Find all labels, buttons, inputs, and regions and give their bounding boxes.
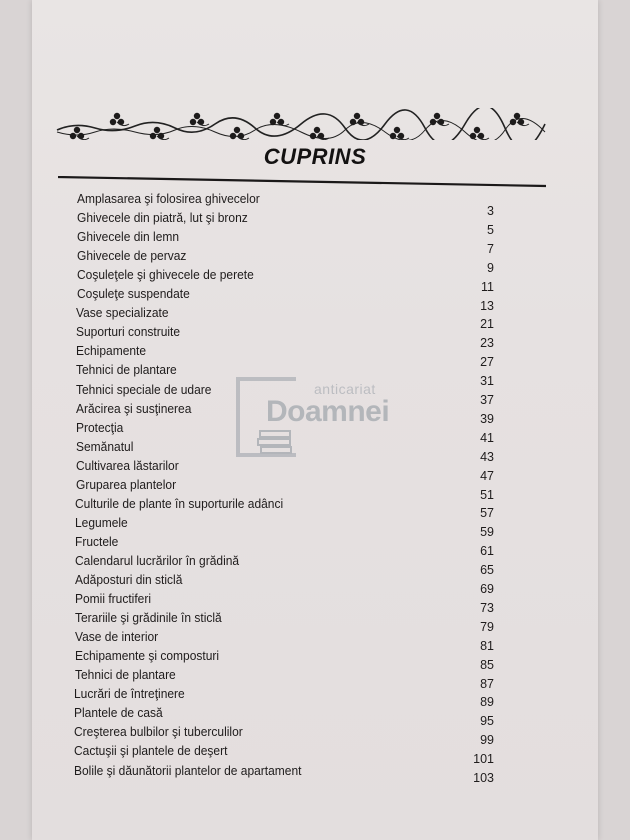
toc-entry-page: 73	[480, 600, 494, 615]
toc-entry-page: 95	[480, 714, 494, 729]
clover-leaf	[198, 119, 204, 125]
clover-leaf	[510, 119, 516, 125]
toc-entry-title: Ghivecele de pervaz	[76, 249, 187, 264]
toc-entry-title: Calendarul lucrărilor în grădină	[75, 553, 240, 568]
toc-entry-title: Arăcirea şi susţinerea	[75, 401, 192, 416]
toc-entry-page: 89	[480, 695, 494, 710]
toc-entry-title: Protecţia	[75, 420, 124, 435]
toc-entry-page: 21	[480, 317, 494, 332]
toc-entry-title: Pomii fructiferi	[74, 592, 151, 607]
clover-leaf	[78, 133, 84, 139]
clover-leaf	[278, 119, 284, 125]
books-icon	[256, 429, 296, 455]
toc-entry-title: Suporturi construite	[76, 325, 181, 340]
toc-entry-title: Culturile de plante în suporturile adânci	[75, 496, 284, 511]
toc-entry-title: Fructele	[75, 534, 119, 549]
toc-entry-page: 39	[480, 411, 494, 426]
toc-entry-title: Terariile şi grădinile în sticlă	[74, 611, 222, 626]
clover-leaf	[478, 133, 484, 139]
clover-leaf	[358, 119, 364, 125]
toc-entry-page: 23	[480, 336, 494, 351]
toc-entry-page: 3	[487, 204, 494, 218]
clover-leaf	[354, 113, 360, 119]
clover-leaf	[118, 119, 124, 125]
clover-leaf	[514, 113, 520, 119]
clover-leaf	[350, 119, 356, 125]
clover-leaf	[190, 119, 196, 125]
clover-leaf	[318, 133, 324, 139]
toc-entry-title: Plantele de casă	[74, 706, 164, 721]
clover-leaf	[310, 133, 316, 139]
toc-entry-title: Legumele	[75, 515, 129, 530]
clover-leaf	[518, 119, 524, 125]
toc-entry-title: Bolile şi dăunătorii plantelor de apartament	[74, 763, 302, 778]
page-title: CUPRINS	[263, 144, 367, 169]
toc-entry-title: Vase specializate	[76, 306, 169, 321]
watermark-logo	[236, 377, 406, 459]
toc-entry-page: 11	[481, 279, 494, 294]
clover-leaf	[194, 113, 200, 119]
toc-entry-page: 7	[487, 241, 494, 256]
clover-leaf	[70, 133, 76, 139]
toc-entry-page: 57	[480, 506, 494, 521]
toc-entry-title: Tehnici speciale de udare	[76, 382, 212, 397]
clover-leaf	[114, 113, 120, 119]
clover-leaf	[158, 133, 164, 139]
toc-entry-page: 43	[480, 449, 494, 464]
toc-entry-page: 59	[480, 525, 494, 540]
toc-entry-title: Adăposturi din sticlă	[75, 573, 183, 587]
toc-entry-page: 9	[487, 260, 494, 275]
toc-entry-page: 69	[480, 582, 494, 596]
toc-entry-title: Echipamente	[76, 344, 147, 359]
clover-leaf	[390, 133, 396, 139]
toc-entry-page: 27	[480, 355, 494, 370]
clover-leaf	[150, 133, 156, 139]
toc-entry-title: Lucrări de întreţinere	[74, 687, 186, 702]
toc-entry-page: 79	[480, 619, 494, 634]
clover-leaf	[274, 113, 280, 119]
clover-leaf	[74, 127, 80, 133]
clover-leaf	[110, 119, 116, 125]
toc-entry-title: Coşuleţele şi ghivecele de perete	[76, 268, 254, 283]
watermark-big-text: Doamnei	[266, 395, 390, 428]
clover-leaf	[154, 127, 160, 133]
toc-entry-title: Vase de interior	[74, 630, 158, 645]
toc-entry-page: 85	[480, 657, 494, 672]
toc-entry-page: 65	[480, 563, 494, 578]
clover-leaf	[230, 133, 236, 139]
toc-entry-page: 5	[487, 222, 494, 237]
clover-leaf	[470, 133, 476, 139]
clover-leaf	[394, 127, 400, 133]
toc-entry-title: Tehnici de plantare	[74, 668, 176, 683]
toc-entry-page: 31	[480, 374, 494, 389]
toc-entry-page: 37	[480, 393, 494, 407]
clover-leaf	[270, 119, 276, 125]
toc-entry-page: 41	[480, 430, 494, 445]
toc-entry-page: 99	[480, 733, 494, 748]
toc-entry-title: Ghivecele din piatră, lut şi bronz	[76, 211, 248, 226]
clover-leaf	[438, 119, 444, 125]
toc-entry-title: Tehnici de plantare	[76, 363, 177, 378]
toc-entry-title: Cultivarea lăstarilor	[75, 458, 179, 473]
toc-entry-page: 81	[480, 638, 494, 653]
title-underline-rule	[58, 176, 546, 190]
watermark-small-text: anticariat	[314, 381, 376, 397]
clover-leaf	[314, 127, 320, 133]
toc-entry-title: Semănatul	[75, 439, 134, 454]
clover-leaf	[434, 113, 440, 119]
clover-leaf	[430, 119, 436, 125]
toc-entry-page: 103	[473, 771, 494, 785]
toc-entry-page: 101	[473, 752, 494, 767]
toc-entry-title: Echipamente şi composturi	[74, 649, 219, 664]
toc-entry-title: Creşterea bulbilor şi tuberculilor	[74, 725, 243, 740]
toc-entry-page: 47	[480, 468, 494, 483]
toc-entry-page: 13	[480, 298, 494, 313]
toc-entry-title: Amplasarea şi folosirea ghivecelor	[77, 192, 260, 206]
clover-leaf	[398, 133, 404, 139]
decorative-vine-ornament	[55, 108, 547, 140]
toc-entry-title: Ghivecele din lemn	[76, 230, 179, 245]
toc-entry-page: 87	[480, 676, 494, 691]
toc-entry-title: Gruparea plantelor	[75, 477, 176, 492]
toc-entry-title: Cactuşii şi plantele de deşert	[74, 744, 228, 759]
clover-leaf	[474, 127, 480, 133]
toc-entry-page: 51	[480, 487, 494, 502]
clover-leaf	[234, 127, 240, 133]
toc-entry-page: 61	[480, 544, 494, 559]
toc-entry-title: Coşuleţe suspendate	[76, 287, 190, 302]
clover-leaf	[238, 133, 244, 139]
